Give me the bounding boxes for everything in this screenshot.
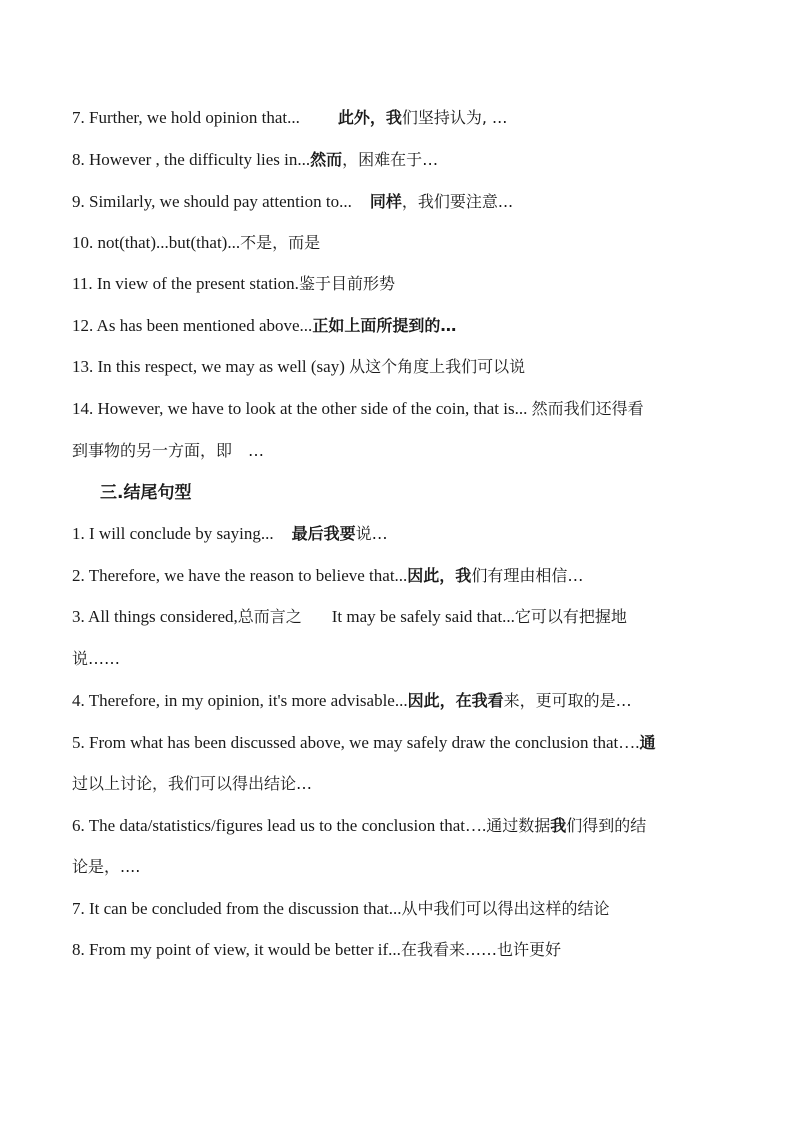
list-item xyxy=(72,148,732,172)
phrase-zh: 总而言之 xyxy=(237,607,302,626)
phrase-zh: 从中我们可以得出这样的结论 xyxy=(401,899,610,918)
phrase-en: 6. The data/statistics/figures lead us to the conclusion that…. xyxy=(72,816,487,835)
phrase-en: 9. Similarly, we should pay attention to... xyxy=(72,192,352,211)
phrase-zh-bold: 然而 xyxy=(310,150,343,169)
phrase-zh-bold: 正如上面所提到的… xyxy=(312,316,457,335)
phrase-en: 8. From my point of view, it would be better if... xyxy=(72,940,401,959)
list-item xyxy=(72,272,732,296)
list-item xyxy=(72,938,732,962)
list-item-continuation xyxy=(72,647,732,671)
phrase-zh-bold: 因此，我 xyxy=(407,566,472,585)
phrase-en: 14. However, we have to look at the other side of the coin, that is... xyxy=(72,399,532,418)
phrase-zh-2: 它可以有把握地 xyxy=(514,607,627,626)
list-item xyxy=(72,897,732,921)
list-item xyxy=(72,731,732,755)
phrase-zh: 来，更可取的是… xyxy=(503,691,632,710)
phrase-zh: ，困难在于… xyxy=(342,150,439,169)
phrase-en: 12. As has been mentioned above... xyxy=(72,316,313,335)
phrase-zh: 到事物的另一方面，即 … xyxy=(72,441,265,460)
phrase-zh: 论是，.... xyxy=(72,857,141,876)
phrase-zh: 过以上讨论，我们可以得出结论… xyxy=(72,774,313,793)
phrase-en: 5. From what has been discussed above, we may safely draw the conclusion that…. xyxy=(72,733,640,752)
list-item xyxy=(72,522,732,546)
list-item xyxy=(72,355,732,379)
list-item xyxy=(72,605,732,629)
list-item xyxy=(72,231,732,255)
phrase-en: 4. Therefore, in my opinion, it's more advisable... xyxy=(72,691,408,710)
phrase-zh-bold: 同样 xyxy=(369,192,402,211)
phrase-zh: ，我们要注意... xyxy=(401,192,514,211)
phrase-zh: 说…… xyxy=(72,649,121,668)
list-item xyxy=(72,564,732,588)
phrase-en: 7. It can be concluded from the discussion that... xyxy=(72,899,402,918)
list-item-continuation xyxy=(72,772,732,796)
phrase-en: 11. In view of the present station. xyxy=(72,274,299,293)
phrase-zh: 鉴于目前形势 xyxy=(298,274,395,293)
list-item xyxy=(72,190,732,214)
phrase-zh: 从这个角度上我们可以说 xyxy=(349,357,526,376)
phrase-zh-tail: 们得到的结 xyxy=(566,816,647,835)
list-item xyxy=(72,397,732,421)
section-heading: 三.结尾句型 xyxy=(100,483,192,503)
phrase-en: 13. In this respect, we may as well (say) xyxy=(72,357,350,376)
phrase-zh-bold: 此外，我 xyxy=(337,108,402,127)
phrase-zh: 说… xyxy=(355,524,388,543)
phrase-en: 3. All things considered, xyxy=(72,607,238,626)
phrase-zh: 不是，而是 xyxy=(240,233,321,252)
list-item-continuation xyxy=(72,439,732,463)
list-item xyxy=(72,314,732,338)
phrase-zh: 们坚持认为, ... xyxy=(401,108,508,127)
phrase-zh-bold: 最后我要 xyxy=(291,524,356,543)
list-item xyxy=(72,106,732,130)
phrase-zh: 然而我们还得看 xyxy=(531,399,644,418)
phrase-zh-bold: 我 xyxy=(550,816,567,835)
phrase-zh-bold: 通 xyxy=(639,733,656,752)
phrase-en: 7. Further, we hold opinion that... xyxy=(72,108,300,127)
phrase-en-2: It may be safely said that... xyxy=(331,607,515,626)
phrase-en: 10. not(that)...but(that)... xyxy=(72,233,241,252)
phrase-en: 1. I will conclude by saying... xyxy=(72,524,274,543)
list-item xyxy=(72,689,732,713)
phrase-zh: 在我看来……也许更好 xyxy=(400,940,561,959)
list-item xyxy=(72,814,732,838)
phrase-en: 8. However , the difficulty lies in... xyxy=(72,150,311,169)
phrase-zh-bold: 因此，在我看 xyxy=(407,691,504,710)
list-item-continuation xyxy=(72,855,732,879)
phrase-zh: 通过数据 xyxy=(486,816,551,835)
phrase-en: 2. Therefore, we have the reason to believe that... xyxy=(72,566,408,585)
phrase-zh: 们有理由相信… xyxy=(471,566,584,585)
